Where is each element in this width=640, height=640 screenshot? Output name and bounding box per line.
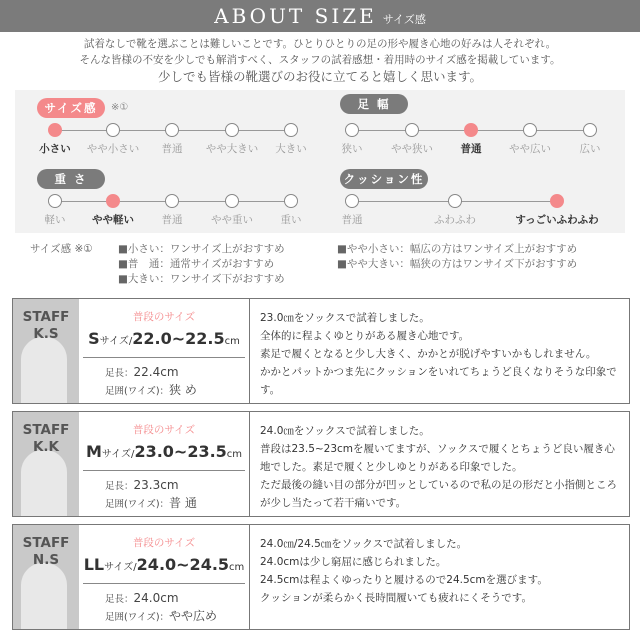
size-letter: S xyxy=(88,329,100,348)
staff-silhouette-icon xyxy=(21,563,67,629)
scale-option-label: やや小さい xyxy=(86,143,140,155)
scale-option-dot xyxy=(106,123,120,137)
scale-option-dot xyxy=(550,194,564,208)
staff-card xyxy=(12,411,630,517)
size-unit: サイズ/ xyxy=(104,562,137,573)
comment-line: 24.5cmは程よくゆったりと履けるので24.5cmを選びます。 xyxy=(260,574,548,586)
scale-option-dot xyxy=(48,123,62,137)
legend-item: ■やや小さい：幅広の方はワンサイズ上がおすすめ xyxy=(337,243,578,255)
size-cm: cm xyxy=(226,449,243,460)
scale-option-label: 普通 xyxy=(460,143,482,155)
legend-right xyxy=(337,242,577,272)
scale-option-label: 普通 xyxy=(341,214,363,226)
scale-option-dot xyxy=(405,123,419,137)
scale-title: 足 幅 xyxy=(340,94,408,114)
foot-length-label: 足長： xyxy=(105,481,134,492)
staff-silhouette-icon xyxy=(21,337,67,403)
comment-line: 全体的に程よくゆとりがある履き心地です。 xyxy=(260,330,470,342)
usual-size xyxy=(79,525,249,629)
scale-option-label: 重い xyxy=(280,214,302,226)
scale-option-label: 狭い xyxy=(341,143,363,155)
scale-option-label: やや軽い xyxy=(92,214,134,226)
staff-comment xyxy=(249,412,629,516)
size-cm: cm xyxy=(224,336,240,347)
divider xyxy=(83,583,245,584)
staff-name: K.K xyxy=(32,439,60,455)
size-range: 24.0~24.5 xyxy=(136,555,230,574)
staff-comment xyxy=(249,299,629,403)
staff-label: STAFF xyxy=(22,422,70,438)
scale-option-dot xyxy=(106,194,120,208)
comment-line: ただ最後の縫い目の部分が凹ッとしているので私の足の形だと小指側ところが少し当たって若干痛いです。 xyxy=(260,479,617,509)
comment-line: 24.0cmは少し窮屈に感じられました。 xyxy=(260,556,447,568)
legend-item: ■やや大きい：幅狭の方はワンサイズ下がおすすめ xyxy=(337,258,578,270)
staff-name: N.S xyxy=(32,552,60,568)
usual-size xyxy=(79,412,249,516)
scale-option-label: すっごいふわふわ xyxy=(515,214,599,226)
usual-size-heading: 普段のサイズ xyxy=(132,311,196,323)
scale-option-label: ふわふわ xyxy=(434,214,476,226)
scale-note: ※① xyxy=(111,102,129,113)
scale-option-label: 小さい xyxy=(39,143,71,155)
foot-width-label: 足囲(ワイズ)： xyxy=(105,499,170,510)
scale-option-dot xyxy=(165,123,179,137)
intro-line: 試着なしで靴を選ぶことは難しいことです。ひとりひとりの足の形や履き心地の好みは人それぞれ。 xyxy=(83,38,557,50)
comment-line: クッションが柔らかく長時間履いても疲れにくそうです。 xyxy=(260,592,532,604)
scale-option-dot xyxy=(345,194,359,208)
foot-width-label: 足囲(ワイズ)： xyxy=(105,386,170,397)
scale-option-label: やや重い xyxy=(211,214,253,226)
comment-line: 普段は23.5~23cmを履いてますが、ソックスで履くとちょうど良い履き心地でした。素足で履くと少しゆとりがある印象でした。 xyxy=(260,443,615,473)
intro-line: そんな皆様の不安を少しでも解消すべく、スタッフの試着感想・着用時のサイズ感を掲載しています。 xyxy=(79,54,561,66)
scale-option-dot xyxy=(523,123,537,137)
scale-option-label: 大きい xyxy=(275,143,307,155)
foot-length: 24.0cm xyxy=(133,591,179,605)
intro-line: 少しでも皆様の靴選びのお役に立てると嬉しく思います。 xyxy=(157,69,482,84)
staff-name: K.S xyxy=(33,326,59,342)
size-range: 22.0~22.5 xyxy=(132,329,225,348)
comment-line: 24.0㎝/24.5㎝をソックスで試着しました。 xyxy=(260,538,468,550)
staff-column xyxy=(13,525,79,629)
scale-option-dot xyxy=(464,123,478,137)
foot-length-label: 足長： xyxy=(105,368,134,379)
usual-size-heading: 普段のサイズ xyxy=(132,424,196,436)
scale-option-dot xyxy=(225,123,239,137)
staff-column xyxy=(13,299,79,403)
scale-option-dot xyxy=(345,123,359,137)
scale-option-dot xyxy=(165,194,179,208)
page-header xyxy=(0,0,640,32)
header-title: ABOUT SIZE xyxy=(214,4,377,28)
foot-width-label: 足囲(ワイズ)： xyxy=(105,612,170,623)
usual-size xyxy=(79,299,249,403)
scale-title: 重 さ xyxy=(37,169,105,189)
scale-option-label: 広い xyxy=(579,143,601,155)
foot-width: やや広め xyxy=(169,609,218,623)
legend-left xyxy=(118,242,285,287)
divider xyxy=(83,357,245,358)
foot-length-label: 足長： xyxy=(105,594,134,605)
legend-item: ■普 通：通常サイズがおすすめ xyxy=(118,258,275,270)
staff-label: STAFF xyxy=(22,309,70,325)
comment-line: 23.0㎝をソックスで試着しました。 xyxy=(260,312,430,324)
scale-option-label: やや広い xyxy=(509,143,551,155)
staff-silhouette-icon xyxy=(21,450,67,516)
size-unit: サイズ/ xyxy=(101,449,135,460)
size-range: 23.0~23.5 xyxy=(134,442,227,461)
scale-option-dot xyxy=(583,123,597,137)
staff-card xyxy=(12,298,630,404)
scale-option-label: やや狭い xyxy=(391,143,433,155)
scale-option-dot xyxy=(448,194,462,208)
comment-line: 24.0㎝をソックスで試着しました。 xyxy=(260,425,430,437)
scale-option-label: 普通 xyxy=(161,214,183,226)
header-subtitle: サイズ感 xyxy=(382,13,426,26)
size-letter: LL xyxy=(83,555,105,574)
foot-width: 普 通 xyxy=(169,496,197,510)
size-unit: サイズ/ xyxy=(99,336,133,347)
scale-title: クッション性 xyxy=(340,169,428,189)
foot-width: 狭 め xyxy=(169,383,197,397)
comment-line: 素足で履くとなると少し大きく、かかとが脱げやすいかもしれません。 xyxy=(260,348,597,360)
scale-option-label: 軽い xyxy=(44,214,66,226)
size-letter: M xyxy=(85,442,102,461)
staff-comment xyxy=(249,525,629,629)
legend-item: ■大きい：ワンサイズ下がおすすめ xyxy=(118,273,285,285)
foot-length: 23.3cm xyxy=(133,478,179,492)
scale-option-label: 普通 xyxy=(161,143,183,155)
foot-length: 22.4cm xyxy=(133,365,179,379)
legend-label: サイズ感 ※① xyxy=(30,243,93,255)
usual-size-heading: 普段のサイズ xyxy=(132,537,196,549)
staff-label: STAFF xyxy=(22,535,70,551)
scale-option-dot xyxy=(284,123,298,137)
scale-title: サイズ感 xyxy=(37,98,105,118)
scale-panel xyxy=(15,90,625,233)
staff-column xyxy=(13,412,79,516)
staff-card xyxy=(12,524,630,630)
size-cm: cm xyxy=(229,562,245,573)
scale-option-dot xyxy=(284,194,298,208)
comment-line: かかとパットかつま先にクッションをいれてちょうど良くなりそうな印象です。 xyxy=(260,366,617,396)
scale-option-dot xyxy=(225,194,239,208)
intro-text xyxy=(0,36,640,86)
scale-option-label: やや大きい xyxy=(205,143,259,155)
legend-item: ■小さい：ワンサイズ上がおすすめ xyxy=(118,243,285,255)
divider xyxy=(83,470,245,471)
scale-option-dot xyxy=(48,194,62,208)
